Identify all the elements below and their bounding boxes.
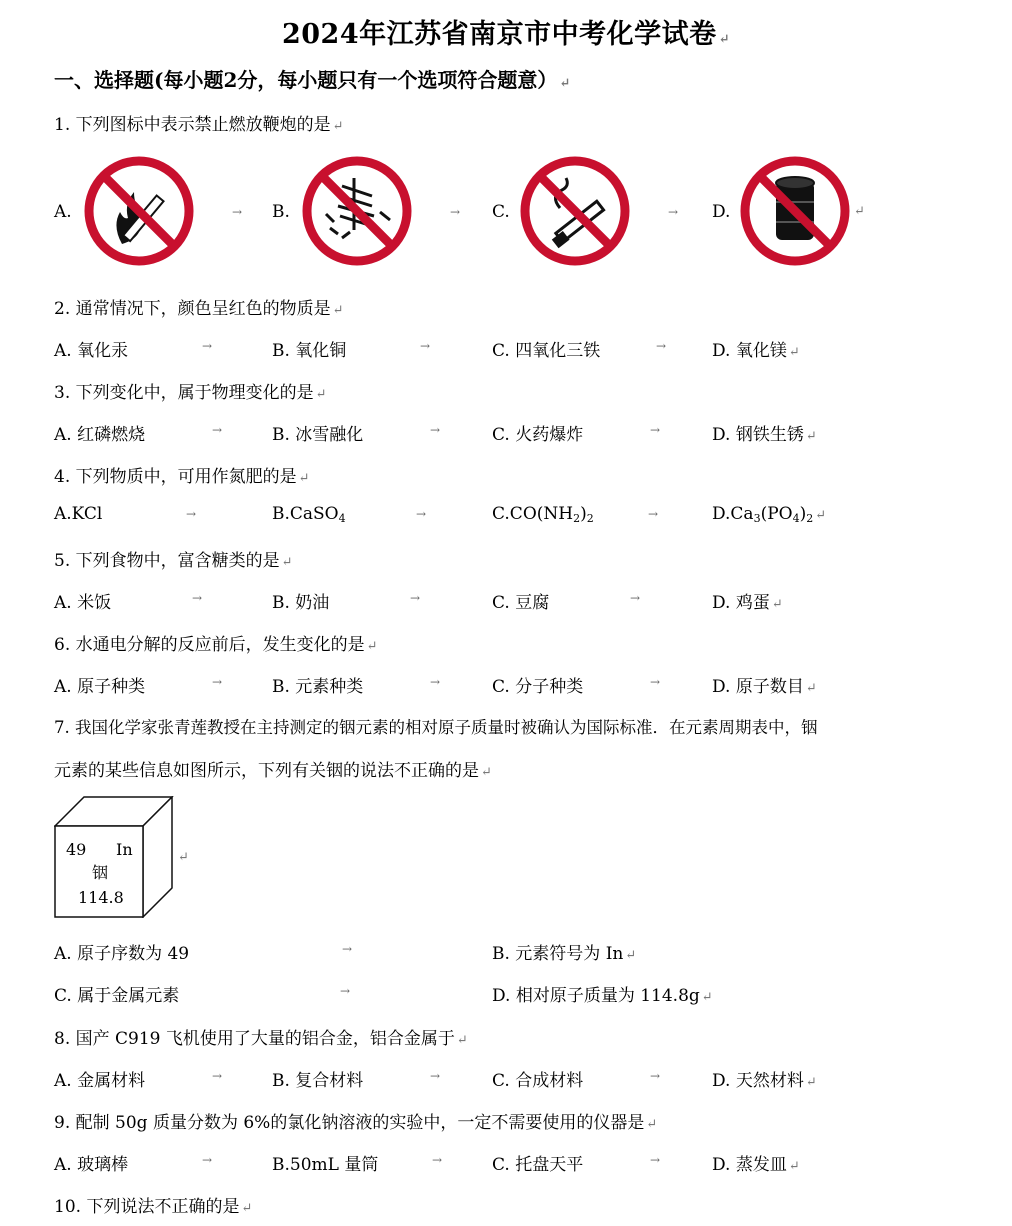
q5-option-c: C. 豆腐	[492, 593, 550, 613]
q6-option-b: B. 元素种类	[272, 677, 364, 697]
atomic-number: 49	[66, 840, 87, 859]
element-symbol: In	[116, 840, 133, 859]
question-7-stem-line-2: 元素的某些信息如图所示，下列有关铟的说法不正确的是 ↵	[54, 761, 492, 781]
tab-mark: →	[430, 423, 441, 437]
tab-mark: →	[202, 1153, 213, 1167]
paragraph-mark: ↵	[854, 204, 865, 219]
q5-option-a: A. 米饭	[54, 593, 112, 613]
q4-option-a: A.KCl	[54, 504, 103, 524]
tab-mark: →	[420, 339, 431, 353]
q8-option-b: B. 复合材料	[272, 1071, 364, 1091]
question-9-stem: 9. 配制 50g 质量分数为 6%的氯化钠溶液的实验中，一定不需要使用的仪器是 ↵	[54, 1113, 658, 1133]
q3-option-d: D. 钢铁生锈 ↵	[712, 425, 817, 445]
q5-option-b: B. 奶油	[272, 593, 330, 613]
page-title: 2024年江苏省南京市中考化学试卷 ↵	[281, 19, 731, 50]
q8-option-a: A. 金属材料	[54, 1071, 146, 1091]
q7-option-a: A. 原子序数为 49	[54, 944, 190, 964]
q9-option-c: C. 托盘天平	[492, 1155, 584, 1175]
q6-option-d: D. 原子数目 ↵	[712, 677, 817, 697]
q3-option-c: C. 火药爆炸	[492, 425, 584, 445]
q2-option-c: C. 四氧化三铁	[492, 341, 601, 361]
q2-option-d: D. 氧化镁 ↵	[712, 341, 800, 361]
q4-option-d: $D.Ca_3(PO_4)_2$ ↵	[712, 504, 827, 525]
q4-option-c: $C.CO(NH_2)_2$	[492, 504, 594, 525]
tab-mark: →	[410, 591, 421, 605]
no-fire-icon	[84, 156, 194, 266]
question-1-stem: 1. 下列图标中表示禁止燃放鞭炮的是 ↵	[54, 115, 344, 135]
q6-option-c: C. 分子种类	[492, 677, 584, 697]
q8-option-d: D. 天然材料 ↵	[712, 1071, 817, 1091]
no-firecrackers-icon	[302, 156, 412, 266]
q7-option-d: D. 相对原子质量为 114.8g ↵	[492, 986, 713, 1006]
tab-mark: →	[650, 675, 661, 689]
tab-mark: →	[192, 591, 203, 605]
q2-option-b: B. 氧化铜	[272, 341, 347, 361]
tab-mark: →	[202, 339, 213, 353]
q1-option-c: C.	[492, 202, 510, 222]
tab-mark: →	[430, 1069, 441, 1083]
question-4-stem: 4. 下列物质中，可用作氮肥的是 ↵	[54, 467, 310, 487]
q1-option-a: A.	[54, 202, 72, 222]
tab-mark: →	[232, 205, 243, 219]
tab-mark: →	[630, 591, 641, 605]
tab-mark: →	[648, 507, 659, 521]
tab-mark: →	[650, 1069, 661, 1083]
element-name: 铟	[92, 863, 109, 882]
tab-mark: →	[656, 339, 667, 353]
question-8-stem: 8. 国产 C919 飞机使用了大量的铝合金，铝合金属于 ↵	[54, 1029, 468, 1049]
q7-option-b: B. 元素符号为 In ↵	[492, 944, 637, 964]
tab-mark: →	[340, 984, 351, 998]
tab-mark: →	[650, 423, 661, 437]
question-3-stem: 3. 下列变化中，属于物理变化的是 ↵	[54, 383, 327, 403]
q9-option-d: D. 蒸发皿 ↵	[712, 1155, 800, 1175]
q3-option-b: B. 冰雪融化	[272, 425, 364, 445]
tab-mark: →	[186, 507, 197, 521]
tab-mark: →	[342, 942, 353, 956]
indium-element-cell	[54, 796, 174, 918]
no-flammable-barrel-icon	[740, 156, 850, 266]
q1-option-d: D.	[712, 202, 731, 222]
q4-option-b: B.CaSO$_4$	[272, 504, 346, 525]
tab-mark: →	[450, 205, 461, 219]
q3-option-a: A. 红磷燃烧	[54, 425, 146, 445]
q9-option-a: A. 玻璃棒	[54, 1155, 129, 1175]
question-2-stem: 2. 通常情况下，颜色呈红色的物质是 ↵	[54, 299, 344, 319]
paragraph-mark: ↵	[178, 850, 189, 865]
q1-option-b: B.	[272, 202, 290, 222]
question-6-stem: 6. 水通电分解的反应前后，发生变化的是 ↵	[54, 635, 378, 655]
tab-mark: →	[212, 675, 223, 689]
tab-mark: →	[416, 507, 427, 521]
q7-option-c: C. 属于金属元素	[54, 986, 180, 1006]
q9-option-b: B.50mL 量筒	[272, 1155, 379, 1175]
tab-mark: →	[212, 1069, 223, 1083]
tab-mark: →	[650, 1153, 661, 1167]
atomic-mass: 114.8	[78, 888, 124, 907]
tab-mark: →	[668, 205, 679, 219]
q2-option-a: A. 氧化汞	[54, 341, 129, 361]
section-heading: 一、选择题(每小题2分，每小题只有一个选项符合题意） ↵	[54, 68, 571, 92]
question-7-stem-line-1: 7. 我国化学家张青莲教授在主持测定的铟元素的相对原子质量时被确认为国际标准．在元素周期表中，铟	[54, 718, 818, 737]
tab-mark: →	[430, 675, 441, 689]
no-smoking-icon	[520, 156, 630, 266]
tab-mark: →	[432, 1153, 443, 1167]
question-10-stem: 10. 下列说法不正确的是 ↵	[54, 1197, 253, 1217]
q5-option-d: D. 鸡蛋 ↵	[712, 593, 783, 613]
q8-option-c: C. 合成材料	[492, 1071, 584, 1091]
tab-mark: →	[212, 423, 223, 437]
q6-option-a: A. 原子种类	[54, 677, 146, 697]
question-5-stem: 5. 下列食物中，富含糖类的是 ↵	[54, 551, 293, 571]
